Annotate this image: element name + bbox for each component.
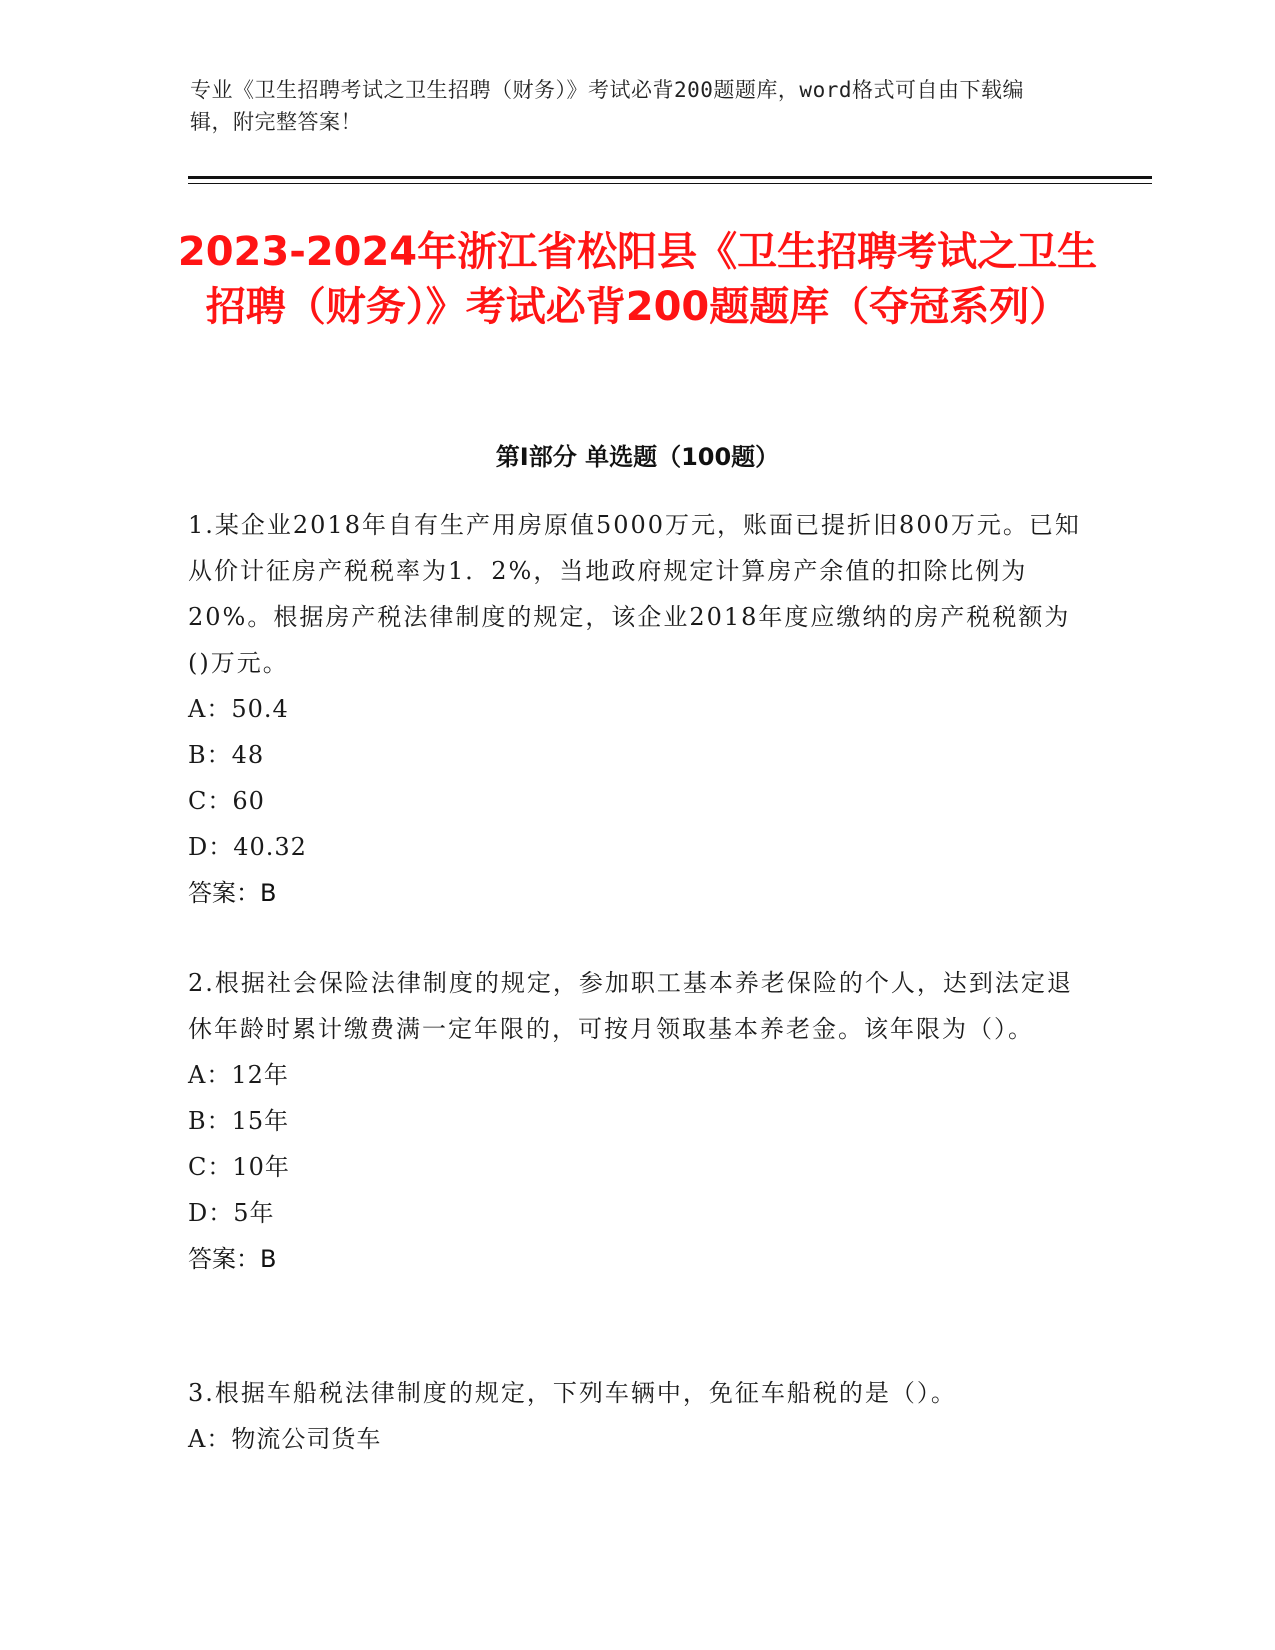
answer-label: 答案：B	[188, 879, 277, 907]
question-stem: 3.根据车船税法律制度的规定，下列车辆中，免征车船税的是（）。	[188, 1379, 957, 1407]
question-1	[188, 502, 1093, 916]
answer-label: 答案：B	[188, 1245, 277, 1273]
question-stem: 2.根据社会保险法律制度的规定，参加职工基本养老保险的个人，达到法定退休年龄时累计缴费满一定年限的，可按月领取基本养老金。该年限为（）。	[188, 969, 1073, 1043]
option-a: A：12年	[188, 1061, 289, 1089]
question-stem: 1.某企业2018年自有生产用房原值5000万元，账面已提折旧800万元。已知从价计征房产税税率为1．2%，当地政府规定计算房产余值的扣除比例为20%。根据房产税法律制度的规定，该企业2018年度应缴纳的房产税税额为()万元。	[188, 511, 1081, 677]
option-b: B：15年	[188, 1107, 290, 1135]
option-b: B：48	[188, 741, 265, 769]
option-c: C：10年	[188, 1153, 290, 1181]
option-d: D：5年	[188, 1199, 275, 1227]
option-a: A：物流公司货车	[188, 1425, 382, 1453]
header-divider-thin	[188, 183, 1152, 184]
header-divider-thick	[188, 176, 1152, 179]
option-a: A：50.4	[188, 695, 289, 723]
option-d: D：40.32	[188, 833, 307, 861]
option-c: C：60	[188, 787, 265, 815]
question-3	[188, 1370, 1093, 1462]
section-title: 第I部分 单选题（100题）	[495, 443, 780, 471]
header-note: 专业《卫生招聘考试之卫生招聘（财务）》考试必背200题题库，word格式可自由下载编辑，附完整答案！	[190, 78, 1024, 134]
document-title: 2023-2024年浙江省松阳县《卫生招聘考试之卫生招聘（财务）》考试必背200题题库（夺冠系列）	[177, 229, 1098, 330]
question-2	[188, 960, 1093, 1282]
